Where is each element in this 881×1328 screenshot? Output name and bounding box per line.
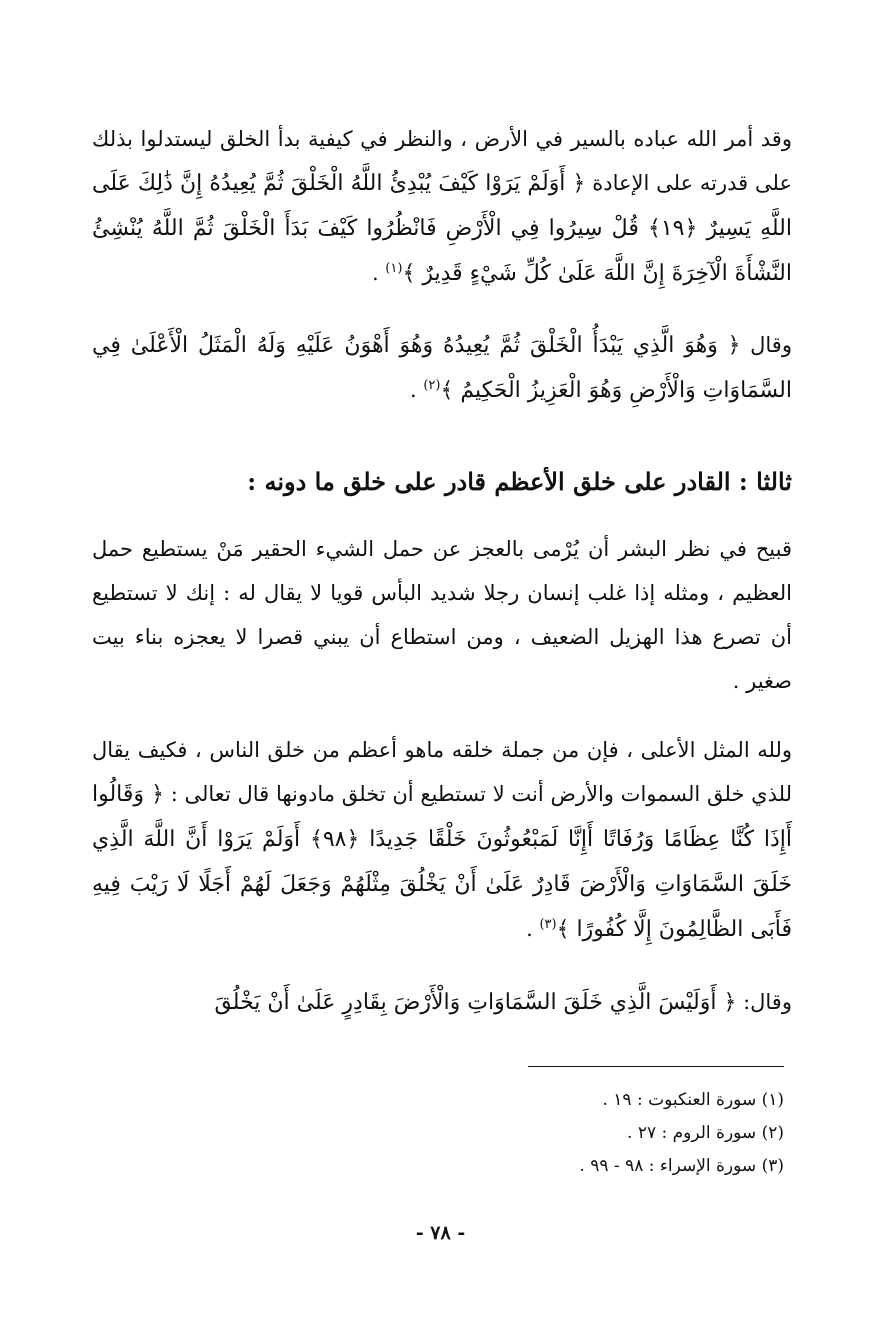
footnote-ref-3: (٣) bbox=[539, 917, 557, 932]
paragraph-4-text: ولله المثل الأعلى ، فإن من جملة خلقه ماهو أعظم من خلق الناس ، فكيف يقال للذي خلق السموات والأرض أنت لا تستطيع أن تخلق مادونها قال تعالى : bbox=[92, 738, 792, 806]
paragraph-4-end: . bbox=[526, 917, 540, 941]
footnotes bbox=[400, 1084, 784, 1183]
paragraph-1-text: وقد أمر الله عباده بالسير في الأرض ، والنظر في كيفية بدأ الخلق ليستدلوا بذلك على قدرته على الإعادة bbox=[92, 127, 792, 195]
paragraph-3 bbox=[92, 527, 792, 703]
paragraph-5-text: وقال: bbox=[743, 990, 792, 1014]
paragraph-3-text: قبيح في نظر البشر أن يُرْمى بالعجز عن حمل الشيء الحقير مَنْ يستطيع حمل العظيم ، ومثله إذا غلب إنسان رجلا شديد البأس قويا لا يقال له : إنك لا تستطيع أن تصرع هذا الهزيل الضعيف ، ومن استطاع أن يبني قصرا لا يعجزه بناء بيت صغير . bbox=[92, 537, 792, 693]
footnote-3: (٣) سورة الإسراء : ٩٨ - ٩٩ . bbox=[579, 1156, 784, 1176]
footnote-2: (٢) سورة الروم : ٢٧ . bbox=[627, 1123, 784, 1143]
footnote-divider bbox=[528, 1066, 784, 1067]
paragraph-1 bbox=[92, 117, 792, 296]
quran-quote-2: ﴿ وَهُوَ الَّذِي يَبْدَأُ الْخَلْقَ ثُمَّ يُعِيدُهُ وَهُوَ أَهْوَنُ عَلَيْهِ وَلَهُ الْمَثَلُ الْأَعْلَىٰ فِي السَّمَاوَاتِ وَالْأَرْضِ وَهُوَ الْعَزِيزُ الْحَكِيمُ ﴾ bbox=[92, 333, 792, 403]
paragraph-4 bbox=[92, 728, 792, 952]
quran-quote-4: ﴿ أَوَلَيْسَ الَّذِي خَلَقَ السَّمَاوَاتِ وَالْأَرْضَ بِقَادِرٍ عَلَىٰ أَنْ يَخْلُقَ bbox=[214, 990, 737, 1015]
section-heading: ثالثا : القادر على خلق الأعظم قادر على خلق ما دونه : bbox=[247, 467, 792, 496]
footnote-ref-2: (٢) bbox=[423, 378, 441, 393]
quran-quote-1: ﴿ أَوَلَمْ يَرَوْا كَيْفَ يُبْدِئُ اللَّهُ الْخَلْقَ ثُمَّ يُعِيدُهُ إِنَّ ذَٰلِكَ عَلَى اللَّهِ يَسِيرٌ ﴿١٩﴾ قُلْ سِيرُوا فِي الْأَرْضِ فَانْظُرُوا كَيْفَ بَدَأَ الْخَلْقَ ثُمَّ اللَّهُ يُنْشِئُ النَّشْأَةَ الْآخِرَةَ إِنَّ اللَّهَ عَلَىٰ كُلِّ شَيْءٍ قَدِيرٌ ﴾ bbox=[92, 171, 792, 286]
footnote-ref-1: (١) bbox=[385, 261, 403, 276]
paragraph-5 bbox=[92, 980, 792, 1025]
paragraph-1-end: . bbox=[371, 261, 386, 285]
paragraph-2-end: . bbox=[409, 378, 424, 402]
quran-quote-3: ﴿ وَقَالُوا أَإِذَا كُنَّا عِظَامًا وَرُفَاتًا أَإِنَّا لَمَبْعُوثُونَ خَلْقًا جَدِيدًا ﴿٩٨﴾ أَوَلَمْ يَرَوْا أَنَّ اللَّهَ الَّذِي خَلَقَ السَّمَاوَاتِ وَالْأَرْضَ قَادِرٌ عَلَىٰ أَنْ يَخْلُقَ مِثْلَهُمْ وَجَعَلَ لَهُمْ أَجَلًا لَا رَيْبَ فِيهِ فَأَبَى الظَّالِمُونَ إِلَّا كُفُورًا ﴾ bbox=[92, 782, 792, 942]
page-number: - ٧٨ - bbox=[415, 1222, 466, 1244]
footnote-1: (١) سورة العنكبوت : ١٩ . bbox=[602, 1090, 784, 1110]
paragraph-2-text: وقال bbox=[750, 333, 792, 357]
paragraph-2 bbox=[92, 323, 792, 413]
